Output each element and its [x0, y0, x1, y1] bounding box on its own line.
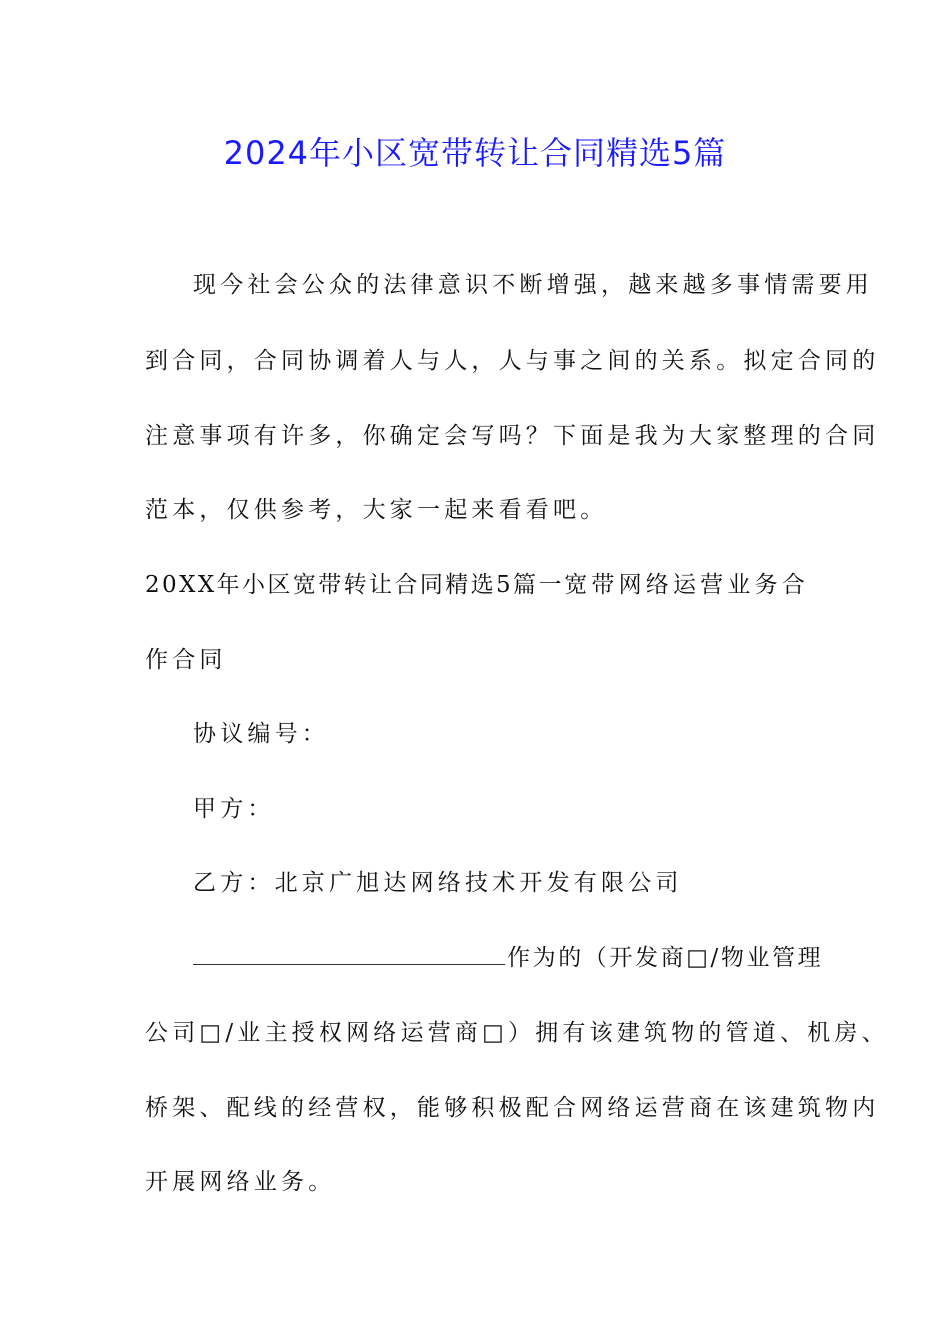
- party-a-field: 甲方：: [193, 796, 275, 822]
- clause-line-1: [193, 942, 824, 974]
- section-heading-right: 宽带网络运营业务合: [564, 572, 809, 598]
- agreement-number-field: 协议编号：: [193, 721, 329, 747]
- intro-line-1: 现今社会公众的法律意识不断增强，越来越多事情需要用: [193, 272, 873, 298]
- document-title: 2024年小区宽带转让合同精选5篇: [223, 134, 727, 172]
- intro-line-3: 注意事项有许多，你确定会写吗？下面是我为大家整理的合同: [145, 423, 880, 449]
- clause-line-1-text: 作为的（开发商□/物业管理: [507, 945, 824, 971]
- clause-line-2: 公司□/业主授权网络运营商□）拥有该建筑物的管道、机房、: [145, 1020, 889, 1046]
- section-heading: [145, 569, 809, 601]
- blank-underline: [193, 942, 505, 965]
- clause-line-3: 桥架、配线的经营权，能够积极配合网络运营商在该建筑物内: [145, 1095, 880, 1121]
- clause-line-4: 开展网络业务。: [145, 1169, 336, 1195]
- section-heading-continuation: 作合同: [145, 647, 227, 673]
- section-heading-left: 20XX年小区宽带转让合同精选5篇一: [145, 572, 564, 598]
- party-b-field: 乙方：北京广旭达网络技术开发有限公司: [193, 870, 683, 896]
- intro-line-2: 到合同，合同协调着人与人，人与事之间的关系。拟定合同的: [145, 348, 880, 374]
- intro-line-4: 范本，仅供参考，大家一起来看看吧。: [145, 497, 608, 523]
